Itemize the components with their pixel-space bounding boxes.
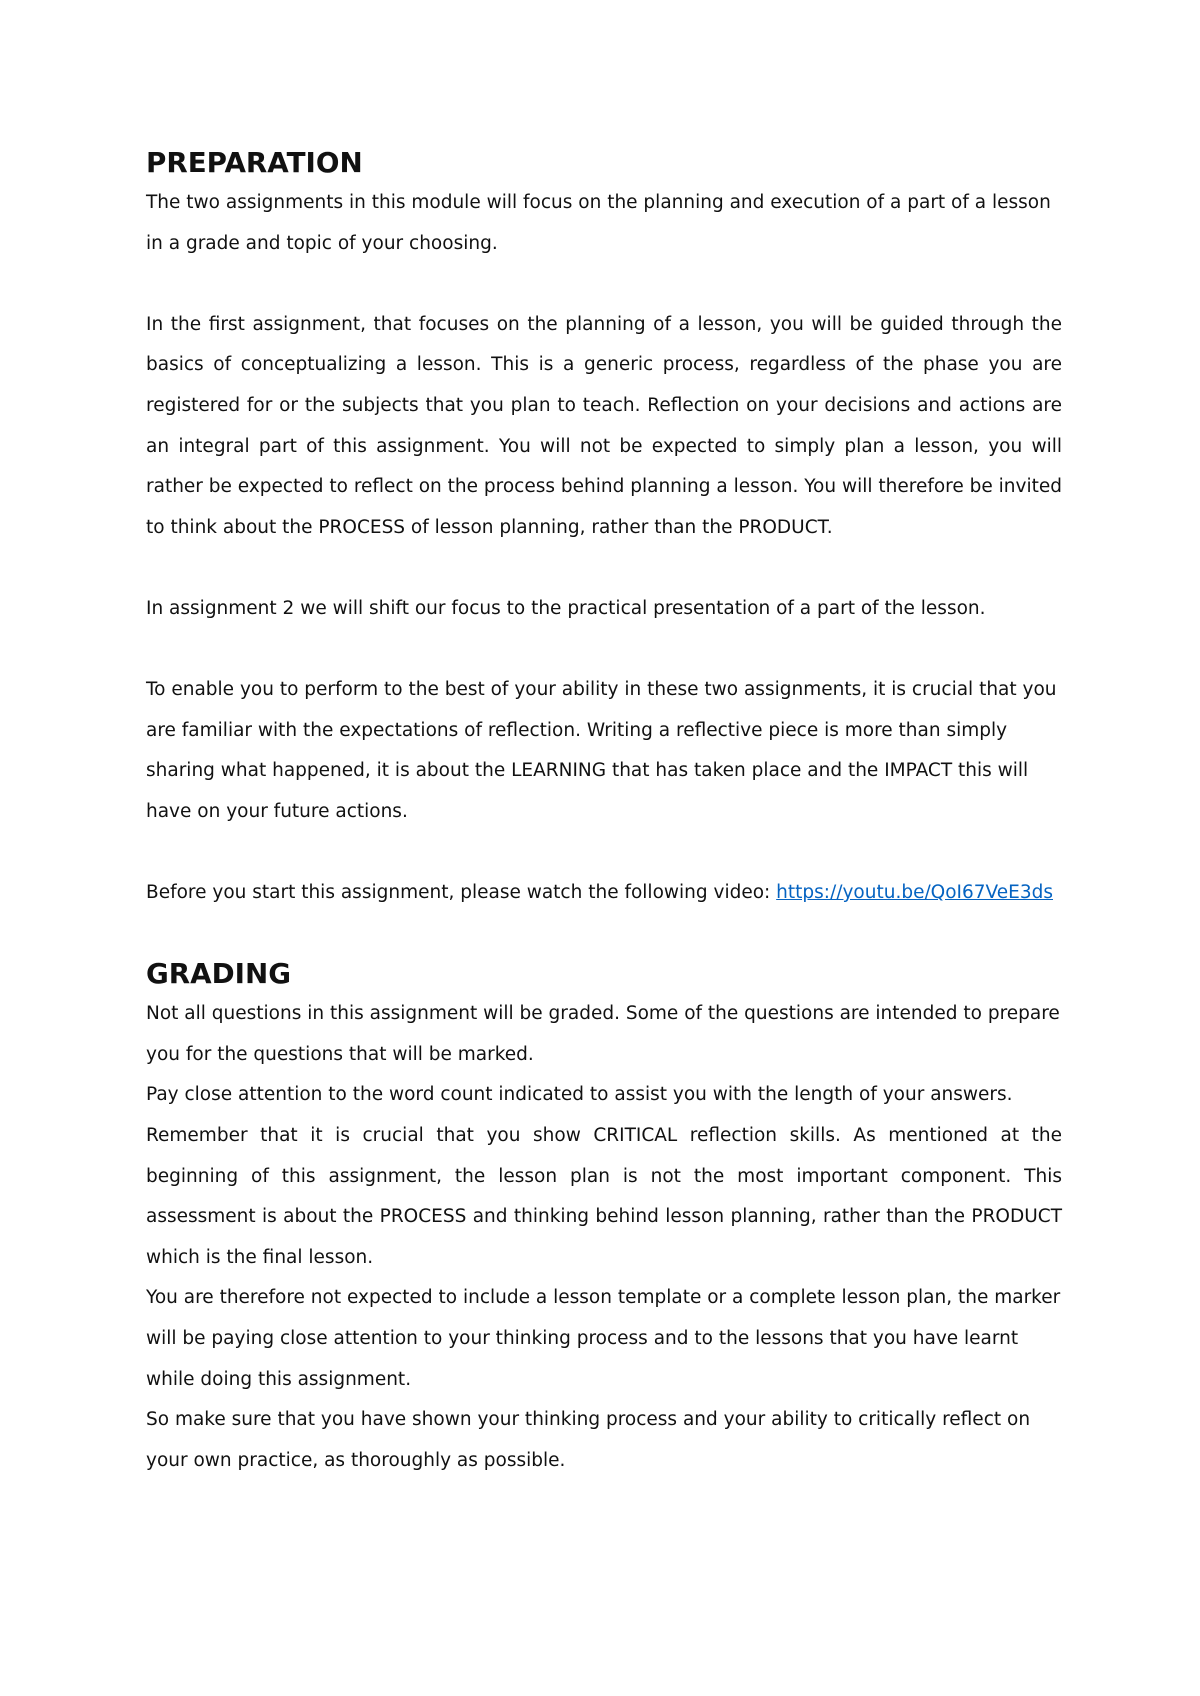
grading-paragraph-4: You are therefore not expected to include a lesson template or a complete lesson plan, the marker will be paying close attention to your thinking process and to the lessons that you have learnt while doing this assignment. (146, 1287, 1061, 1390)
preparation-paragraph-2: In the first assignment, that focuses on the planning of a lesson, you will be guided through the basics of conceptualizing a lesson. This is a generic process, regardless of the phase you are registered for or the subjects that you plan to teach. Reflection on your decisions and actions are an integral part of this assignment. You will not be expected to simply plan a lesson, you will rather be expected to reflect on the process behind planning a lesson. You will therefore be invited to think about the PROCESS of lesson planning, rather than the PRODUCT. (146, 313, 1062, 538)
preparation-paragraph-1: The two assignments in this module will focus on the planning and execution of a part of a lesson in a grade and topic of your choosing. (146, 192, 1051, 254)
preparation-heading: PREPARATION (146, 146, 363, 179)
video-instruction-text: Before you start this assignment, please watch the following video: (146, 882, 777, 904)
grading-heading: GRADING (146, 957, 291, 991)
document-page (146, 143, 1062, 1481)
grading-paragraph-2: Pay close attention to the word count indicated to assist you with the length of your answers. (146, 1084, 1013, 1106)
preparation-paragraph-3: In assignment 2 we will shift our focus to the practical presentation of a part of the lesson. (146, 597, 986, 619)
grading-paragraph-5: So make sure that you have shown your thinking process and your ability to critically reflect on your own practice, as thoroughly as possible. (146, 1409, 1031, 1471)
preparation-paragraph-4: To enable you to perform to the best of your ability in these two assignments, it is crucial that you are familiar with the expectations of reflection. Writing a reflective piece is more than simply sharing what happened, it is about the LEARNING that has taken place and the IMPACT this will have on your future actions. (146, 679, 1057, 822)
grading-paragraph-3: Remember that it is crucial that you show CRITICAL reflection skills. As mentioned at the beginning of this assignment, the lesson plan is not the most important component. This assessment is about the PROCESS and thinking behind lesson planning, rather than the PRODUCT which is the final lesson. (146, 1125, 1062, 1268)
video-instruction (146, 873, 1062, 914)
video-link[interactable]: https://youtu.be/QoI67VeE3ds (776, 882, 1053, 904)
grading-paragraph-1: Not all questions in this assignment will be graded. Some of the questions are intended to prepare you for the questions that will be marked. (146, 1003, 1060, 1065)
